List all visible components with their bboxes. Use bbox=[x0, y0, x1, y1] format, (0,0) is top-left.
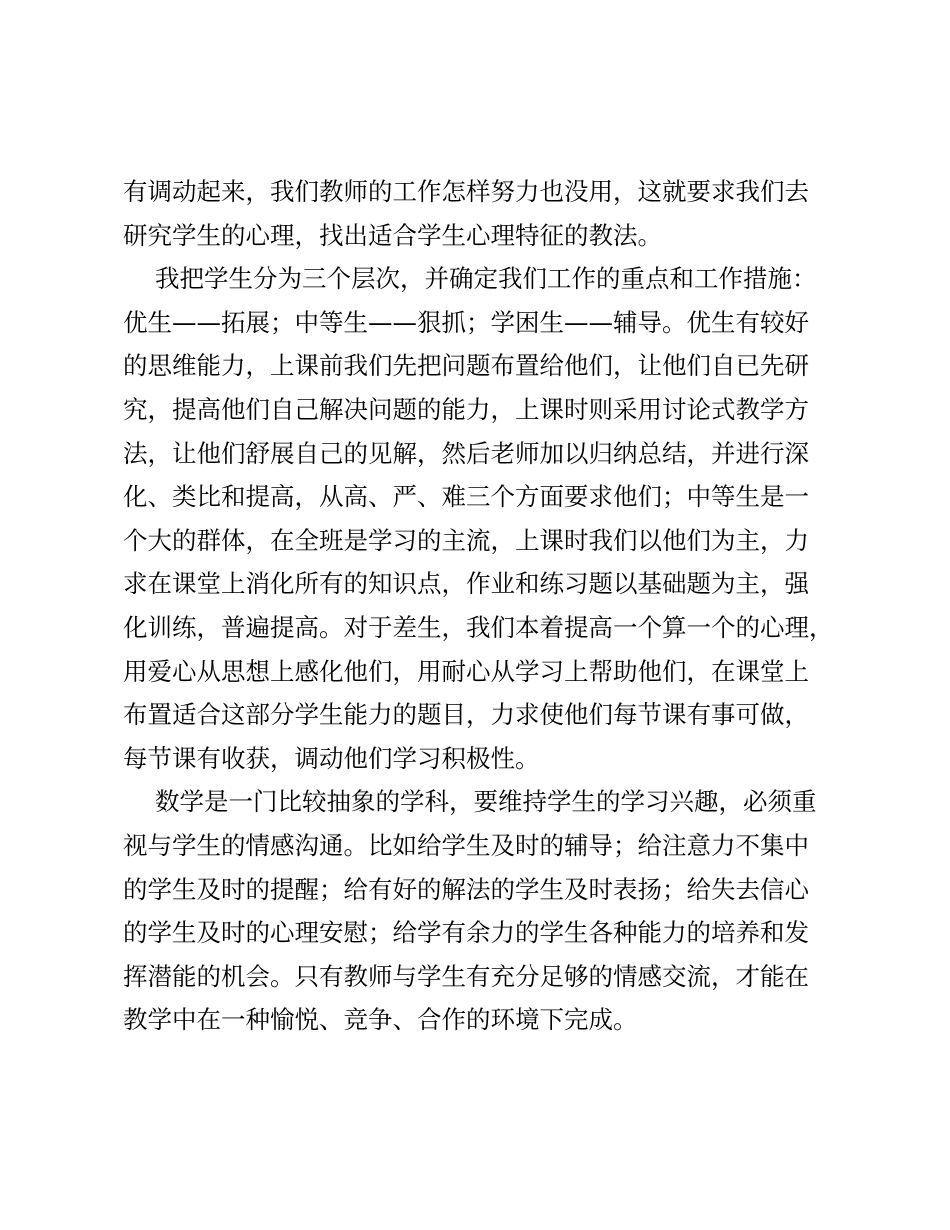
text-line: 有调动起来，我们教师的工作怎样努力也没用，这就要求我们去 bbox=[123, 177, 809, 206]
paragraph-1 bbox=[123, 170, 863, 257]
text-line: 化训练，普遍提高。对于差生，我们本着提高一个算一个的心理， bbox=[123, 612, 834, 642]
paragraph-3 bbox=[123, 780, 863, 1042]
text-line: 教学中在一种愉悦、竞争、合作的环境下完成。 bbox=[123, 1005, 638, 1035]
text-line: 化、类比和提高，从高、严、难三个方面要求他们；中等生是一 bbox=[123, 482, 809, 512]
text-line: 数学是一门比较抽象的学科，要维持学生的学习兴趣，必须重 bbox=[155, 787, 817, 817]
text-line: 我把学生分为三个层次，并确定我们工作的重点和工作措施： bbox=[155, 264, 817, 294]
document-body bbox=[123, 170, 863, 1042]
text-line: 布置适合这部分学生能力的题目，力求使他们每节课有事可做， bbox=[123, 700, 809, 730]
text-line: 求在课堂上消化所有的知识点，作业和练习题以基础题为主，强 bbox=[123, 569, 809, 599]
text-line: 的学生及时的心理安慰；给学有余力的学生各种能力的培养和发 bbox=[123, 918, 809, 948]
paragraph-2 bbox=[123, 257, 863, 780]
text-line: 挥潜能的机会。只有教师与学生有充分足够的情感交流，才能在 bbox=[123, 961, 809, 991]
text-line: 的学生及时的提醒；给有好的解法的学生及时表扬；给失去信心 bbox=[123, 874, 809, 904]
text-line: 究，提高他们自己解决问题的能力，上课时则采用讨论式教学方 bbox=[123, 394, 809, 424]
text-line: 视与学生的情感沟通。比如给学生及时的辅导；给注意力不集中 bbox=[123, 830, 809, 860]
text-line: 研究学生的心理，找出适合学生心理特征的教法。 bbox=[123, 220, 662, 250]
text-line: 用爱心从思想上感化他们，用耐心从学习上帮助他们，在课堂上 bbox=[123, 656, 809, 686]
text-line: 优生——拓展；中等生——狠抓；学困生——辅导。优生有较好 bbox=[123, 307, 809, 337]
text-line: 的思维能力，上课前我们先把问题布置给他们，让他们自已先研 bbox=[123, 351, 809, 381]
text-line: 每节课有收获，调动他们学习积极性。 bbox=[123, 743, 540, 773]
text-line: 个大的群体，在全班是学习的主流，上课时我们以他们为主，力 bbox=[123, 525, 809, 555]
text-line: 法，让他们舒展自己的见解，然后老师加以归纳总结，并进行深 bbox=[123, 438, 809, 468]
